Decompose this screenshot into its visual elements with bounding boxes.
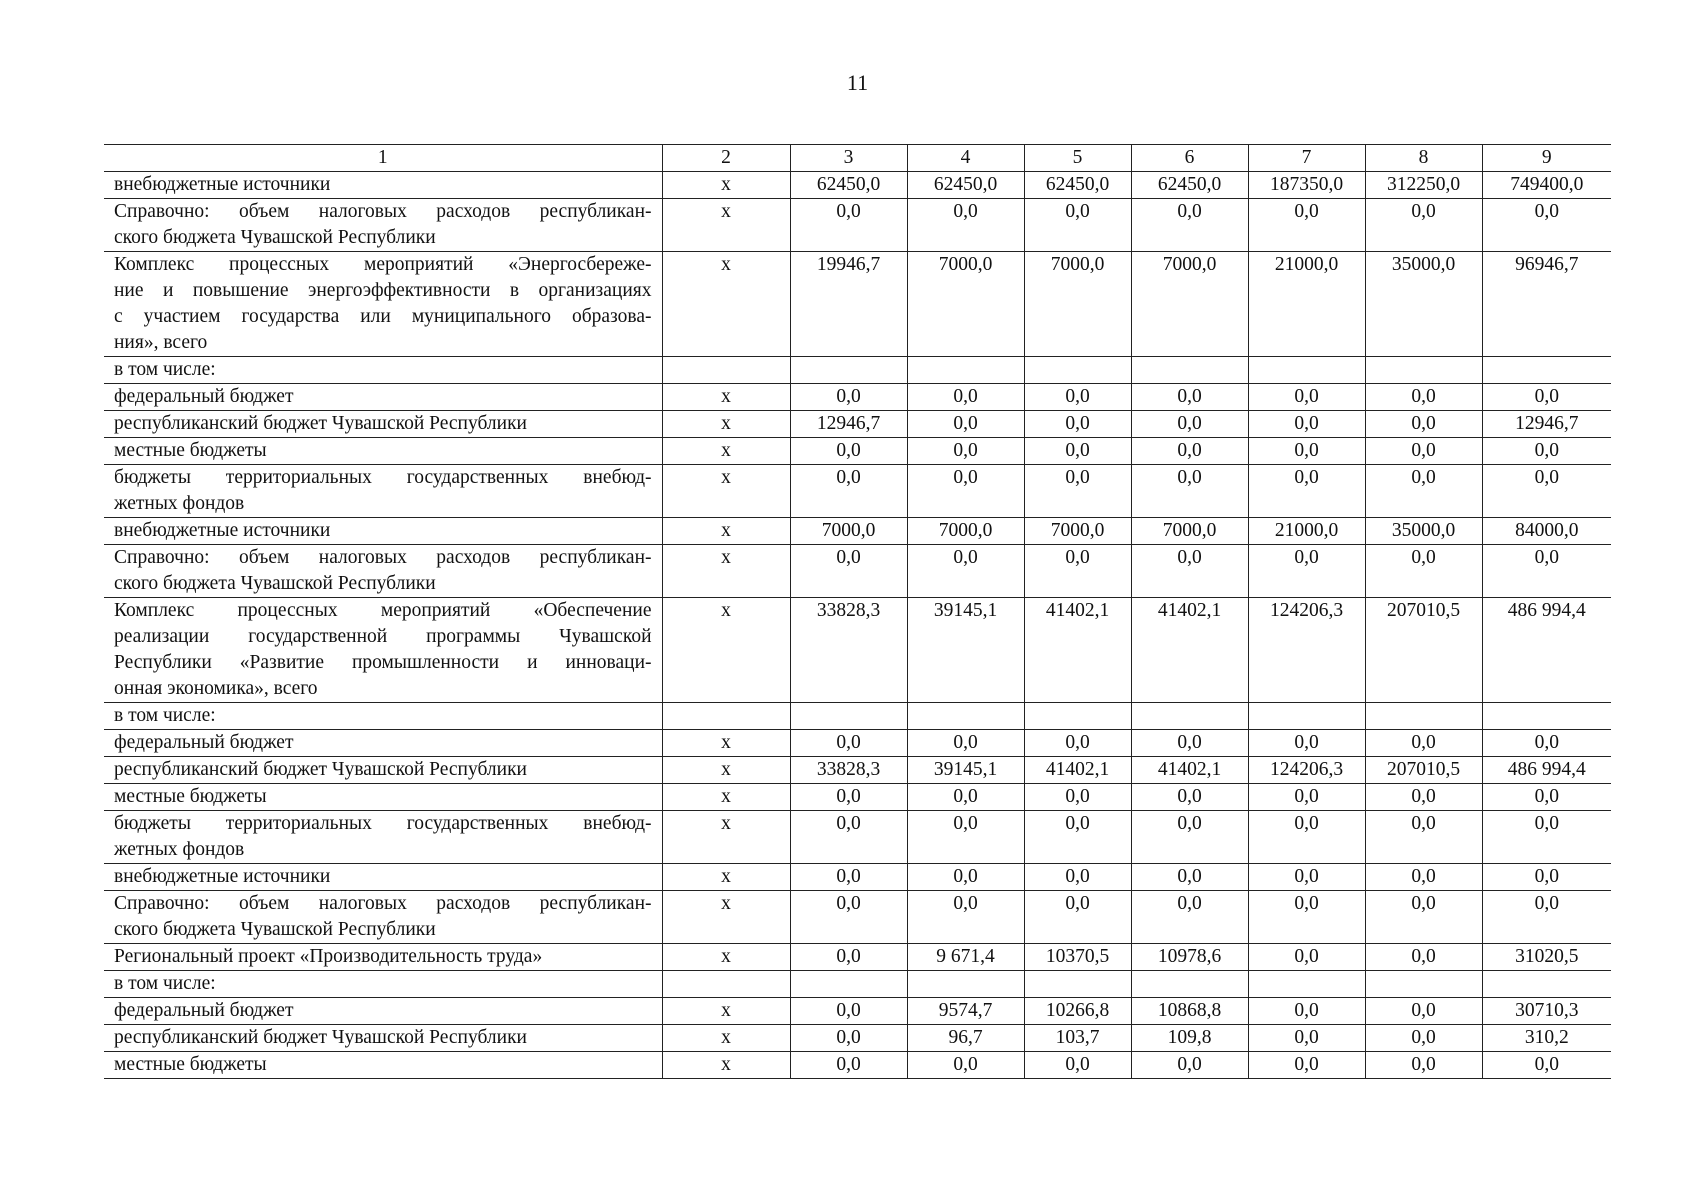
row-label-cell [104, 598, 662, 703]
value-cell: 21000,0 [1248, 252, 1365, 357]
value-cell: 0,0 [907, 811, 1024, 864]
value-cell: 0,0 [790, 864, 907, 891]
value-cell: 0,0 [1482, 730, 1611, 757]
value-cell: 96946,7 [1482, 252, 1611, 357]
value-cell: 62450,0 [790, 172, 907, 199]
value-cell: 0,0 [1024, 784, 1131, 811]
value-cell: 10868,8 [1131, 998, 1248, 1025]
value-cell [790, 971, 907, 998]
value-cell: 0,0 [1131, 730, 1248, 757]
value-cell [1482, 703, 1611, 730]
value-cell: 0,0 [790, 998, 907, 1025]
row-label-line: бюджеты территориальных государственных внебюд- [114, 467, 652, 488]
row-label-line: с участием государства или муниципального образова- [114, 306, 652, 327]
value-cell: 0,0 [1131, 784, 1248, 811]
column-2-cell: х [662, 411, 790, 438]
header-cell: 1 [104, 145, 662, 172]
value-cell: 0,0 [790, 1052, 907, 1079]
column-2-cell: х [662, 944, 790, 971]
value-cell: 41402,1 [1131, 757, 1248, 784]
table-row [104, 971, 1611, 998]
value-cell: 0,0 [907, 1052, 1024, 1079]
value-cell: 0,0 [790, 465, 907, 518]
table-row [104, 411, 1611, 438]
row-label-cell [104, 438, 662, 465]
table-row [104, 384, 1611, 411]
value-cell [1365, 357, 1482, 384]
value-cell: 0,0 [1248, 784, 1365, 811]
table-row [104, 199, 1611, 252]
row-label-line: жетных фондов [114, 493, 245, 514]
value-cell: 0,0 [907, 199, 1024, 252]
value-cell: 0,0 [1024, 864, 1131, 891]
row-label-cell [104, 384, 662, 411]
row-label-line: Справочно: объем налоговых расходов республикан- [114, 893, 652, 914]
value-cell: 0,0 [1131, 465, 1248, 518]
row-label-cell [104, 998, 662, 1025]
value-cell: 312250,0 [1365, 172, 1482, 199]
row-label-cell [104, 518, 662, 545]
value-cell: 9 671,4 [907, 944, 1024, 971]
value-cell: 0,0 [1248, 384, 1365, 411]
row-label-line: Справочно: объем налоговых расходов республикан- [114, 547, 652, 568]
value-cell [907, 357, 1024, 384]
value-cell: 41402,1 [1131, 598, 1248, 703]
value-cell: 0,0 [1482, 1052, 1611, 1079]
row-label-line: реализации государственной программы Чувашской [114, 626, 652, 647]
row-label-line: в том числе: [114, 359, 216, 380]
value-cell: 0,0 [1024, 384, 1131, 411]
value-cell: 10370,5 [1024, 944, 1131, 971]
column-2-cell [662, 971, 790, 998]
value-cell: 0,0 [1248, 730, 1365, 757]
row-label-line: федеральный бюджет [114, 386, 294, 407]
value-cell: 0,0 [907, 730, 1024, 757]
value-cell: 0,0 [1131, 1052, 1248, 1079]
value-cell: 0,0 [1482, 199, 1611, 252]
value-cell: 0,0 [1365, 199, 1482, 252]
column-2-cell [662, 357, 790, 384]
value-cell [1024, 357, 1131, 384]
value-cell: 21000,0 [1248, 518, 1365, 545]
value-cell: 0,0 [1024, 411, 1131, 438]
table-row [104, 518, 1611, 545]
table-row [104, 998, 1611, 1025]
value-cell: 207010,5 [1365, 757, 1482, 784]
value-cell: 62450,0 [1131, 172, 1248, 199]
table-row [104, 944, 1611, 971]
value-cell: 310,2 [1482, 1025, 1611, 1052]
row-label-line: ского бюджета Чувашской Республики [114, 919, 436, 940]
row-label-cell [104, 199, 662, 252]
value-cell [1024, 703, 1131, 730]
value-cell: 0,0 [907, 545, 1024, 598]
row-label-cell [104, 944, 662, 971]
row-label-line: ского бюджета Чувашской Республики [114, 573, 436, 594]
value-cell: 0,0 [907, 784, 1024, 811]
value-cell: 10978,6 [1131, 944, 1248, 971]
value-cell: 0,0 [1365, 411, 1482, 438]
value-cell: 0,0 [1365, 384, 1482, 411]
value-cell: 0,0 [1365, 864, 1482, 891]
column-2-cell: х [662, 811, 790, 864]
value-cell: 39145,1 [907, 598, 1024, 703]
value-cell: 0,0 [790, 891, 907, 944]
value-cell: 7000,0 [907, 252, 1024, 357]
value-cell: 0,0 [790, 438, 907, 465]
value-cell: 0,0 [1482, 438, 1611, 465]
row-label-line: внебюджетные источники [114, 866, 331, 887]
value-cell [1248, 357, 1365, 384]
value-cell: 0,0 [1131, 891, 1248, 944]
value-cell: 0,0 [1248, 545, 1365, 598]
value-cell: 0,0 [1248, 1025, 1365, 1052]
row-label-line: федеральный бюджет [114, 1000, 294, 1021]
value-cell: 33828,3 [790, 598, 907, 703]
value-cell: 41402,1 [1024, 757, 1131, 784]
row-label-line: Комплекс процессных мероприятий «Энергосбереже- [114, 254, 652, 275]
row-label-line: республиканский бюджет Чувашской Республики [114, 1027, 527, 1048]
column-2-cell: х [662, 864, 790, 891]
value-cell: 0,0 [1024, 891, 1131, 944]
value-cell: 0,0 [1248, 811, 1365, 864]
table-row [104, 465, 1611, 518]
table-row [104, 172, 1611, 199]
table-row [104, 545, 1611, 598]
value-cell: 0,0 [907, 384, 1024, 411]
value-cell: 0,0 [1131, 199, 1248, 252]
value-cell: 0,0 [790, 730, 907, 757]
table-row [104, 784, 1611, 811]
value-cell: 96,7 [907, 1025, 1024, 1052]
value-cell: 7000,0 [1024, 518, 1131, 545]
value-cell: 0,0 [907, 411, 1024, 438]
value-cell [1024, 971, 1131, 998]
value-cell: 0,0 [790, 199, 907, 252]
value-cell: 41402,1 [1024, 598, 1131, 703]
value-cell [1248, 703, 1365, 730]
value-cell: 0,0 [1482, 384, 1611, 411]
value-cell: 0,0 [1024, 730, 1131, 757]
value-cell: 7000,0 [790, 518, 907, 545]
value-cell: 35000,0 [1365, 518, 1482, 545]
row-label-line: Республики «Развитие промышленности и инноваци- [114, 652, 652, 673]
value-cell: 84000,0 [1482, 518, 1611, 545]
value-cell: 486 994,4 [1482, 757, 1611, 784]
value-cell: 0,0 [1248, 199, 1365, 252]
value-cell: 7000,0 [1024, 252, 1131, 357]
value-cell: 0,0 [1024, 545, 1131, 598]
value-cell [1131, 703, 1248, 730]
value-cell: 0,0 [1248, 438, 1365, 465]
row-label-cell [104, 465, 662, 518]
value-cell: 62450,0 [1024, 172, 1131, 199]
value-cell: 0,0 [1024, 199, 1131, 252]
header-cell: 4 [907, 145, 1024, 172]
row-label-line: ния», всего [114, 332, 208, 353]
value-cell: 103,7 [1024, 1025, 1131, 1052]
value-cell [1482, 357, 1611, 384]
value-cell: 0,0 [1248, 1052, 1365, 1079]
column-2-cell: х [662, 998, 790, 1025]
column-2-cell: х [662, 518, 790, 545]
column-2-cell: х [662, 545, 790, 598]
value-cell: 0,0 [1482, 545, 1611, 598]
value-cell: 0,0 [1365, 944, 1482, 971]
row-label-line: в том числе: [114, 973, 216, 994]
value-cell: 0,0 [1248, 411, 1365, 438]
column-2-cell [662, 703, 790, 730]
page-number: 11 [846, 70, 869, 95]
row-label-cell [104, 971, 662, 998]
row-label-cell [104, 545, 662, 598]
value-cell: 0,0 [1365, 1025, 1482, 1052]
value-cell: 0,0 [1024, 1052, 1131, 1079]
value-cell: 0,0 [907, 465, 1024, 518]
column-2-cell: х [662, 199, 790, 252]
row-label-line: республиканский бюджет Чувашской Республики [114, 413, 527, 434]
value-cell: 0,0 [790, 1025, 907, 1052]
row-label-line: ского бюджета Чувашской Республики [114, 227, 436, 248]
value-cell: 0,0 [790, 811, 907, 864]
value-cell: 19946,7 [790, 252, 907, 357]
value-cell: 0,0 [790, 784, 907, 811]
column-2-cell: х [662, 252, 790, 357]
value-cell: 187350,0 [1248, 172, 1365, 199]
row-label-line: местные бюджеты [114, 786, 267, 807]
table-row [104, 864, 1611, 891]
value-cell [790, 703, 907, 730]
value-cell: 0,0 [1482, 465, 1611, 518]
value-cell: 35000,0 [1365, 252, 1482, 357]
value-cell: 10266,8 [1024, 998, 1131, 1025]
value-cell: 0,0 [1365, 438, 1482, 465]
value-cell: 0,0 [1024, 811, 1131, 864]
value-cell: 7000,0 [1131, 252, 1248, 357]
table-row [104, 811, 1611, 864]
row-label-cell [104, 730, 662, 757]
value-cell: 0,0 [1131, 384, 1248, 411]
value-cell: 124206,3 [1248, 598, 1365, 703]
value-cell [907, 971, 1024, 998]
value-cell: 33828,3 [790, 757, 907, 784]
row-label-line: внебюджетные источники [114, 520, 331, 541]
value-cell: 0,0 [1131, 438, 1248, 465]
value-cell: 31020,5 [1482, 944, 1611, 971]
column-2-cell: х [662, 384, 790, 411]
value-cell: 0,0 [907, 438, 1024, 465]
header-cell: 3 [790, 145, 907, 172]
value-cell: 0,0 [1024, 438, 1131, 465]
value-cell [1248, 971, 1365, 998]
value-cell: 0,0 [1365, 1052, 1482, 1079]
value-cell: 486 994,4 [1482, 598, 1611, 703]
value-cell: 0,0 [1365, 811, 1482, 864]
value-cell [1131, 971, 1248, 998]
row-label-cell [104, 891, 662, 944]
value-cell: 0,0 [1482, 811, 1611, 864]
header-row [104, 145, 1611, 172]
value-cell: 30710,3 [1482, 998, 1611, 1025]
row-label-cell [104, 1052, 662, 1079]
row-label-cell [104, 703, 662, 730]
value-cell: 0,0 [1131, 411, 1248, 438]
value-cell: 0,0 [1248, 465, 1365, 518]
value-cell: 0,0 [1248, 864, 1365, 891]
value-cell: 0,0 [790, 944, 907, 971]
value-cell: 0,0 [1248, 998, 1365, 1025]
row-label-line: местные бюджеты [114, 1054, 267, 1075]
value-cell: 62450,0 [907, 172, 1024, 199]
table-row [104, 357, 1611, 384]
row-label-cell [104, 172, 662, 199]
value-cell: 0,0 [1482, 784, 1611, 811]
value-cell: 124206,3 [1248, 757, 1365, 784]
table-row [104, 891, 1611, 944]
column-2-cell: х [662, 730, 790, 757]
column-2-cell: х [662, 891, 790, 944]
value-cell: 749400,0 [1482, 172, 1611, 199]
value-cell: 12946,7 [1482, 411, 1611, 438]
value-cell [1482, 971, 1611, 998]
table-row [104, 757, 1611, 784]
column-2-cell: х [662, 784, 790, 811]
row-label-line: Справочно: объем налоговых расходов республикан- [114, 201, 652, 222]
value-cell: 0,0 [1365, 730, 1482, 757]
row-label-cell [104, 357, 662, 384]
row-label-cell [104, 757, 662, 784]
value-cell: 0,0 [1024, 465, 1131, 518]
column-2-cell: х [662, 172, 790, 199]
row-label-cell [104, 811, 662, 864]
value-cell [1365, 703, 1482, 730]
column-2-cell: х [662, 1052, 790, 1079]
table-row [104, 438, 1611, 465]
value-cell [1365, 971, 1482, 998]
row-label-cell [104, 1025, 662, 1052]
header-cell: 8 [1365, 145, 1482, 172]
table-row [104, 252, 1611, 357]
value-cell: 9574,7 [907, 998, 1024, 1025]
table-row [104, 598, 1611, 703]
value-cell: 0,0 [790, 384, 907, 411]
value-cell: 0,0 [1365, 784, 1482, 811]
value-cell: 0,0 [1365, 465, 1482, 518]
row-label-cell [104, 252, 662, 357]
value-cell: 0,0 [1482, 864, 1611, 891]
header-cell: 5 [1024, 145, 1131, 172]
row-label-cell [104, 864, 662, 891]
value-cell: 0,0 [907, 864, 1024, 891]
row-label-line: местные бюджеты [114, 440, 267, 461]
column-2-cell: х [662, 757, 790, 784]
value-cell: 12946,7 [790, 411, 907, 438]
row-label-line: в том числе: [114, 705, 216, 726]
table-row [104, 1025, 1611, 1052]
value-cell: 7000,0 [907, 518, 1024, 545]
value-cell: 0,0 [1365, 998, 1482, 1025]
row-label-line: ние и повышение энергоэффективности в организациях [114, 280, 652, 301]
value-cell: 0,0 [907, 891, 1024, 944]
value-cell [790, 357, 907, 384]
header-cell: 9 [1482, 145, 1611, 172]
column-2-cell: х [662, 1025, 790, 1052]
row-label-line: Комплекс процессных мероприятий «Обеспечение [114, 600, 652, 621]
row-label-cell [104, 784, 662, 811]
value-cell: 0,0 [1131, 864, 1248, 891]
value-cell: 7000,0 [1131, 518, 1248, 545]
header-cell: 6 [1131, 145, 1248, 172]
value-cell: 0,0 [1365, 545, 1482, 598]
row-label-line: бюджеты территориальных государственных внебюд- [114, 813, 652, 834]
row-label-line: онная экономика», всего [114, 678, 318, 699]
header-cell: 7 [1248, 145, 1365, 172]
value-cell: 0,0 [1131, 811, 1248, 864]
value-cell: 207010,5 [1365, 598, 1482, 703]
header-cell: 2 [662, 145, 790, 172]
table-row [104, 703, 1611, 730]
column-2-cell: х [662, 598, 790, 703]
value-cell: 109,8 [1131, 1025, 1248, 1052]
value-cell [907, 703, 1024, 730]
value-cell: 0,0 [790, 545, 907, 598]
row-label-line: жетных фондов [114, 839, 245, 860]
row-label-line: внебюджетные источники [114, 174, 331, 195]
value-cell: 0,0 [1248, 891, 1365, 944]
column-2-cell: х [662, 438, 790, 465]
value-cell: 0,0 [1482, 891, 1611, 944]
row-label-cell [104, 411, 662, 438]
value-cell: 39145,1 [907, 757, 1024, 784]
column-2-cell: х [662, 465, 790, 518]
table-row [104, 1052, 1611, 1079]
row-label-line: Региональный проект «Производительность труда» [114, 946, 543, 967]
value-cell [1131, 357, 1248, 384]
budget-table [104, 144, 1611, 1079]
row-label-line: федеральный бюджет [114, 732, 294, 753]
value-cell: 0,0 [1248, 944, 1365, 971]
value-cell: 0,0 [1131, 545, 1248, 598]
value-cell: 0,0 [1365, 891, 1482, 944]
table-row [104, 730, 1611, 757]
row-label-line: республиканский бюджет Чувашской Республики [114, 759, 527, 780]
